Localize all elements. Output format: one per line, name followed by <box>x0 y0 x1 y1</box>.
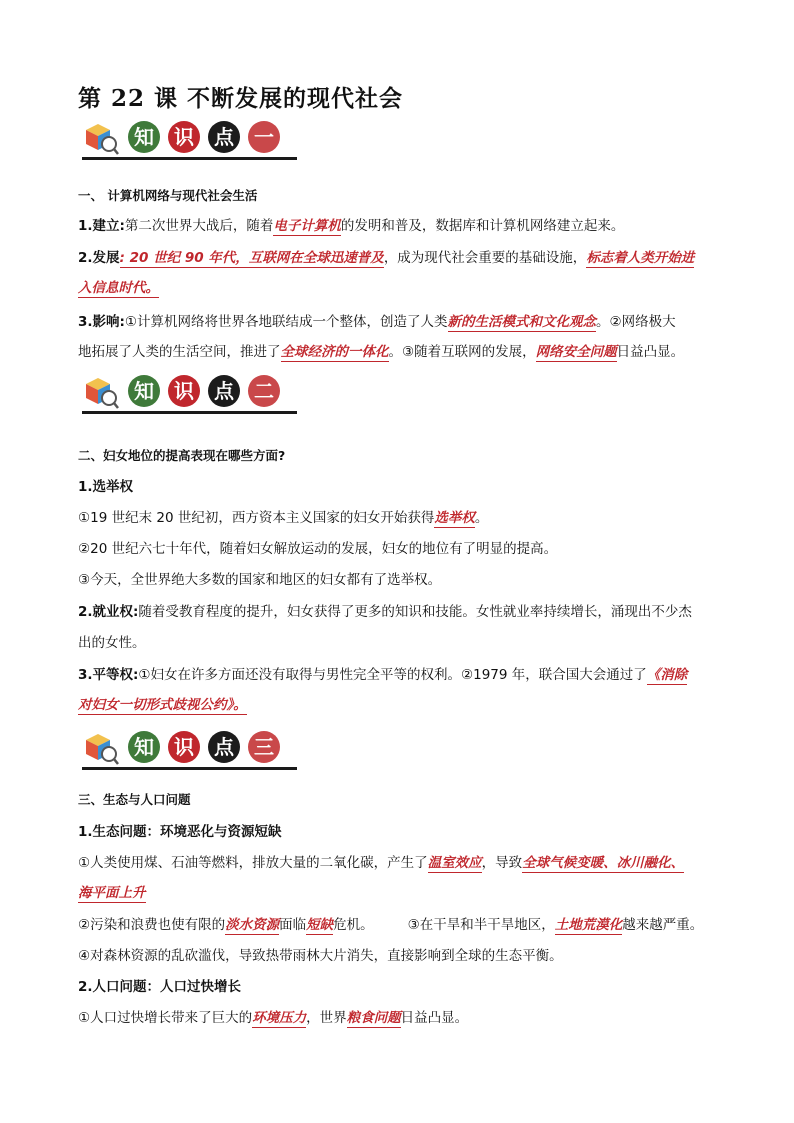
knowledge-point-banner-3 <box>82 728 297 770</box>
highlight: 土地荒漠化 <box>554 917 623 933</box>
banner-char-dian: 点 <box>208 121 240 153</box>
highlight: 标志着人类开始进 <box>586 250 695 266</box>
s3-line-1-cont <box>78 883 146 903</box>
highlight: 海平面上升 <box>78 885 146 901</box>
banner-char-shi: 识 <box>168 375 200 407</box>
s1-paragraph-1 <box>78 216 624 236</box>
label: 2.就业权: <box>78 604 139 620</box>
highlight: 新的生活模式和文化观念 <box>447 314 597 330</box>
s2-line-1 <box>78 508 488 528</box>
highlight: 短缺 <box>306 917 334 933</box>
knowledge-point-banner-2 <box>82 372 297 414</box>
s3-line-3: ④对森林资源的乱砍滥伐，导致热带雨林大片消失，直接影响到全球的生态平衡。 <box>78 948 563 964</box>
s2-paragraph-3-cont <box>78 695 247 715</box>
text: ①妇女在许多方面还没有取得与男性完全平等的权利。②1979 年，联合国大会通过了 <box>138 667 647 683</box>
banner-char-zhi: 知 <box>128 731 160 763</box>
text: ，导致 <box>481 855 523 871</box>
label: 3.影响: <box>78 314 125 330</box>
label: 2.发展 <box>78 250 120 266</box>
text: ①19 世纪末 20 世纪初，西方资本主义国家的妇女开始获得 <box>78 510 435 526</box>
text: 越来越严重。 <box>622 917 704 933</box>
text: 日益凸显。 <box>400 1010 469 1026</box>
banner-number: 二 <box>248 375 280 407</box>
highlight: 《消除 <box>646 667 688 683</box>
s3-sub-1: 1.生态问题：环境恶化与资源短缺 <box>78 824 282 840</box>
text: 地拓展了人类的生活空间，推进了 <box>78 344 281 360</box>
text: ②污染和浪费也使有限的 <box>78 917 226 933</box>
section-3-heading: 三、生态与人口问题 <box>78 792 191 807</box>
highlight: 粮食问题 <box>346 1010 401 1026</box>
highlight: 淡水资源 <box>225 917 280 933</box>
banner-underline <box>82 157 297 160</box>
s1-paragraph-2-cont <box>78 278 159 298</box>
s2-sub-1: 1.选举权 <box>78 479 134 495</box>
highlight: : 20 世纪 90 年代，互联网在全球迅速普及 <box>119 250 384 266</box>
text: 。 <box>474 510 489 526</box>
text: 日益凸显。 <box>616 344 685 360</box>
banner-char-zhi: 知 <box>128 375 160 407</box>
text: 。③随着互联网的发展， <box>388 344 536 360</box>
highlight: 电子计算机 <box>273 218 341 234</box>
s2-line-3: ③今天，全世界绝大多数的国家和地区的妇女都有了选举权。 <box>78 572 442 588</box>
label: 3.平等权: <box>78 667 139 683</box>
banner-char-zhi: 知 <box>128 121 160 153</box>
text: 第二次世界大战后，随着 <box>124 218 274 234</box>
banner-number: 三 <box>248 731 280 763</box>
s1-paragraph-3 <box>78 312 676 332</box>
highlight: 全球气候变暖、冰川融化、 <box>522 855 685 871</box>
text: ①人类使用煤、石油等燃料，排放大量的二氧化碳，产生了 <box>78 855 428 871</box>
cube-magnifier-icon <box>82 374 120 410</box>
s2-paragraph-2-cont: 出的女性。 <box>78 635 146 651</box>
banner-char-shi: 识 <box>168 121 200 153</box>
s2-paragraph-2 <box>78 602 692 622</box>
cube-magnifier-icon <box>82 120 120 156</box>
text: 。②网络极大 <box>596 314 676 330</box>
s2-line-2: ②20 世纪六七十年代，随着妇女解放运动的发展，妇女的地位有了明显的提高。 <box>78 541 558 557</box>
page-title: 第 22 课 不断发展的现代社会 <box>78 85 404 112</box>
text: 危机。 <box>333 917 374 933</box>
s3-sub-2: 2.人口问题：人口过快增长 <box>78 979 242 995</box>
section-2-heading: 二、妇女地位的提高表现在哪些方面? <box>78 448 286 463</box>
highlight: 温室效应 <box>427 855 482 871</box>
s2-paragraph-3 <box>78 665 687 685</box>
s1-paragraph-2 <box>78 248 694 268</box>
banner-char-shi: 识 <box>168 731 200 763</box>
text: ，成为现代社会重要的基础设施， <box>383 250 587 266</box>
s3-line-1 <box>78 853 684 873</box>
banner-char-dian: 点 <box>208 731 240 763</box>
cube-magnifier-icon <box>82 730 120 766</box>
text: ①人口过快增长带来了巨大的 <box>78 1010 253 1026</box>
highlight: 网络安全问题 <box>535 344 617 360</box>
text: 随着受教育程度的提升，妇女获得了更多的知识和技能。女性就业率持续增长，涌现出不少杰 <box>138 604 692 620</box>
section-1-heading: 一、 计算机网络与现代社会生活 <box>78 188 258 203</box>
highlight: 选举权 <box>434 510 475 526</box>
text: ①计算机网络将世界各地联结成一个整体，创造了人类 <box>124 314 448 330</box>
s3-line-2 <box>78 915 703 935</box>
s3-line-4 <box>78 1008 468 1028</box>
s1-paragraph-3-cont <box>78 342 684 362</box>
knowledge-point-banner-1 <box>82 118 297 160</box>
text: ，世界 <box>306 1010 347 1026</box>
banner-number: 一 <box>248 121 280 153</box>
text: 面临 <box>279 917 307 933</box>
highlight: 环境压力 <box>252 1010 307 1026</box>
text: ③在干旱和半干旱地区， <box>407 917 555 933</box>
banner-underline <box>82 767 297 770</box>
highlight: 对妇女一切形式歧视公约》。 <box>78 697 247 713</box>
text: 的发明和普及，数据库和计算机网络建立起来。 <box>340 218 625 234</box>
highlight: 入信息时代。 <box>78 280 159 296</box>
banner-underline <box>82 411 297 414</box>
label: 1.建立: <box>78 218 125 234</box>
banner-char-dian: 点 <box>208 375 240 407</box>
highlight: 全球经济的一体化 <box>280 344 389 360</box>
